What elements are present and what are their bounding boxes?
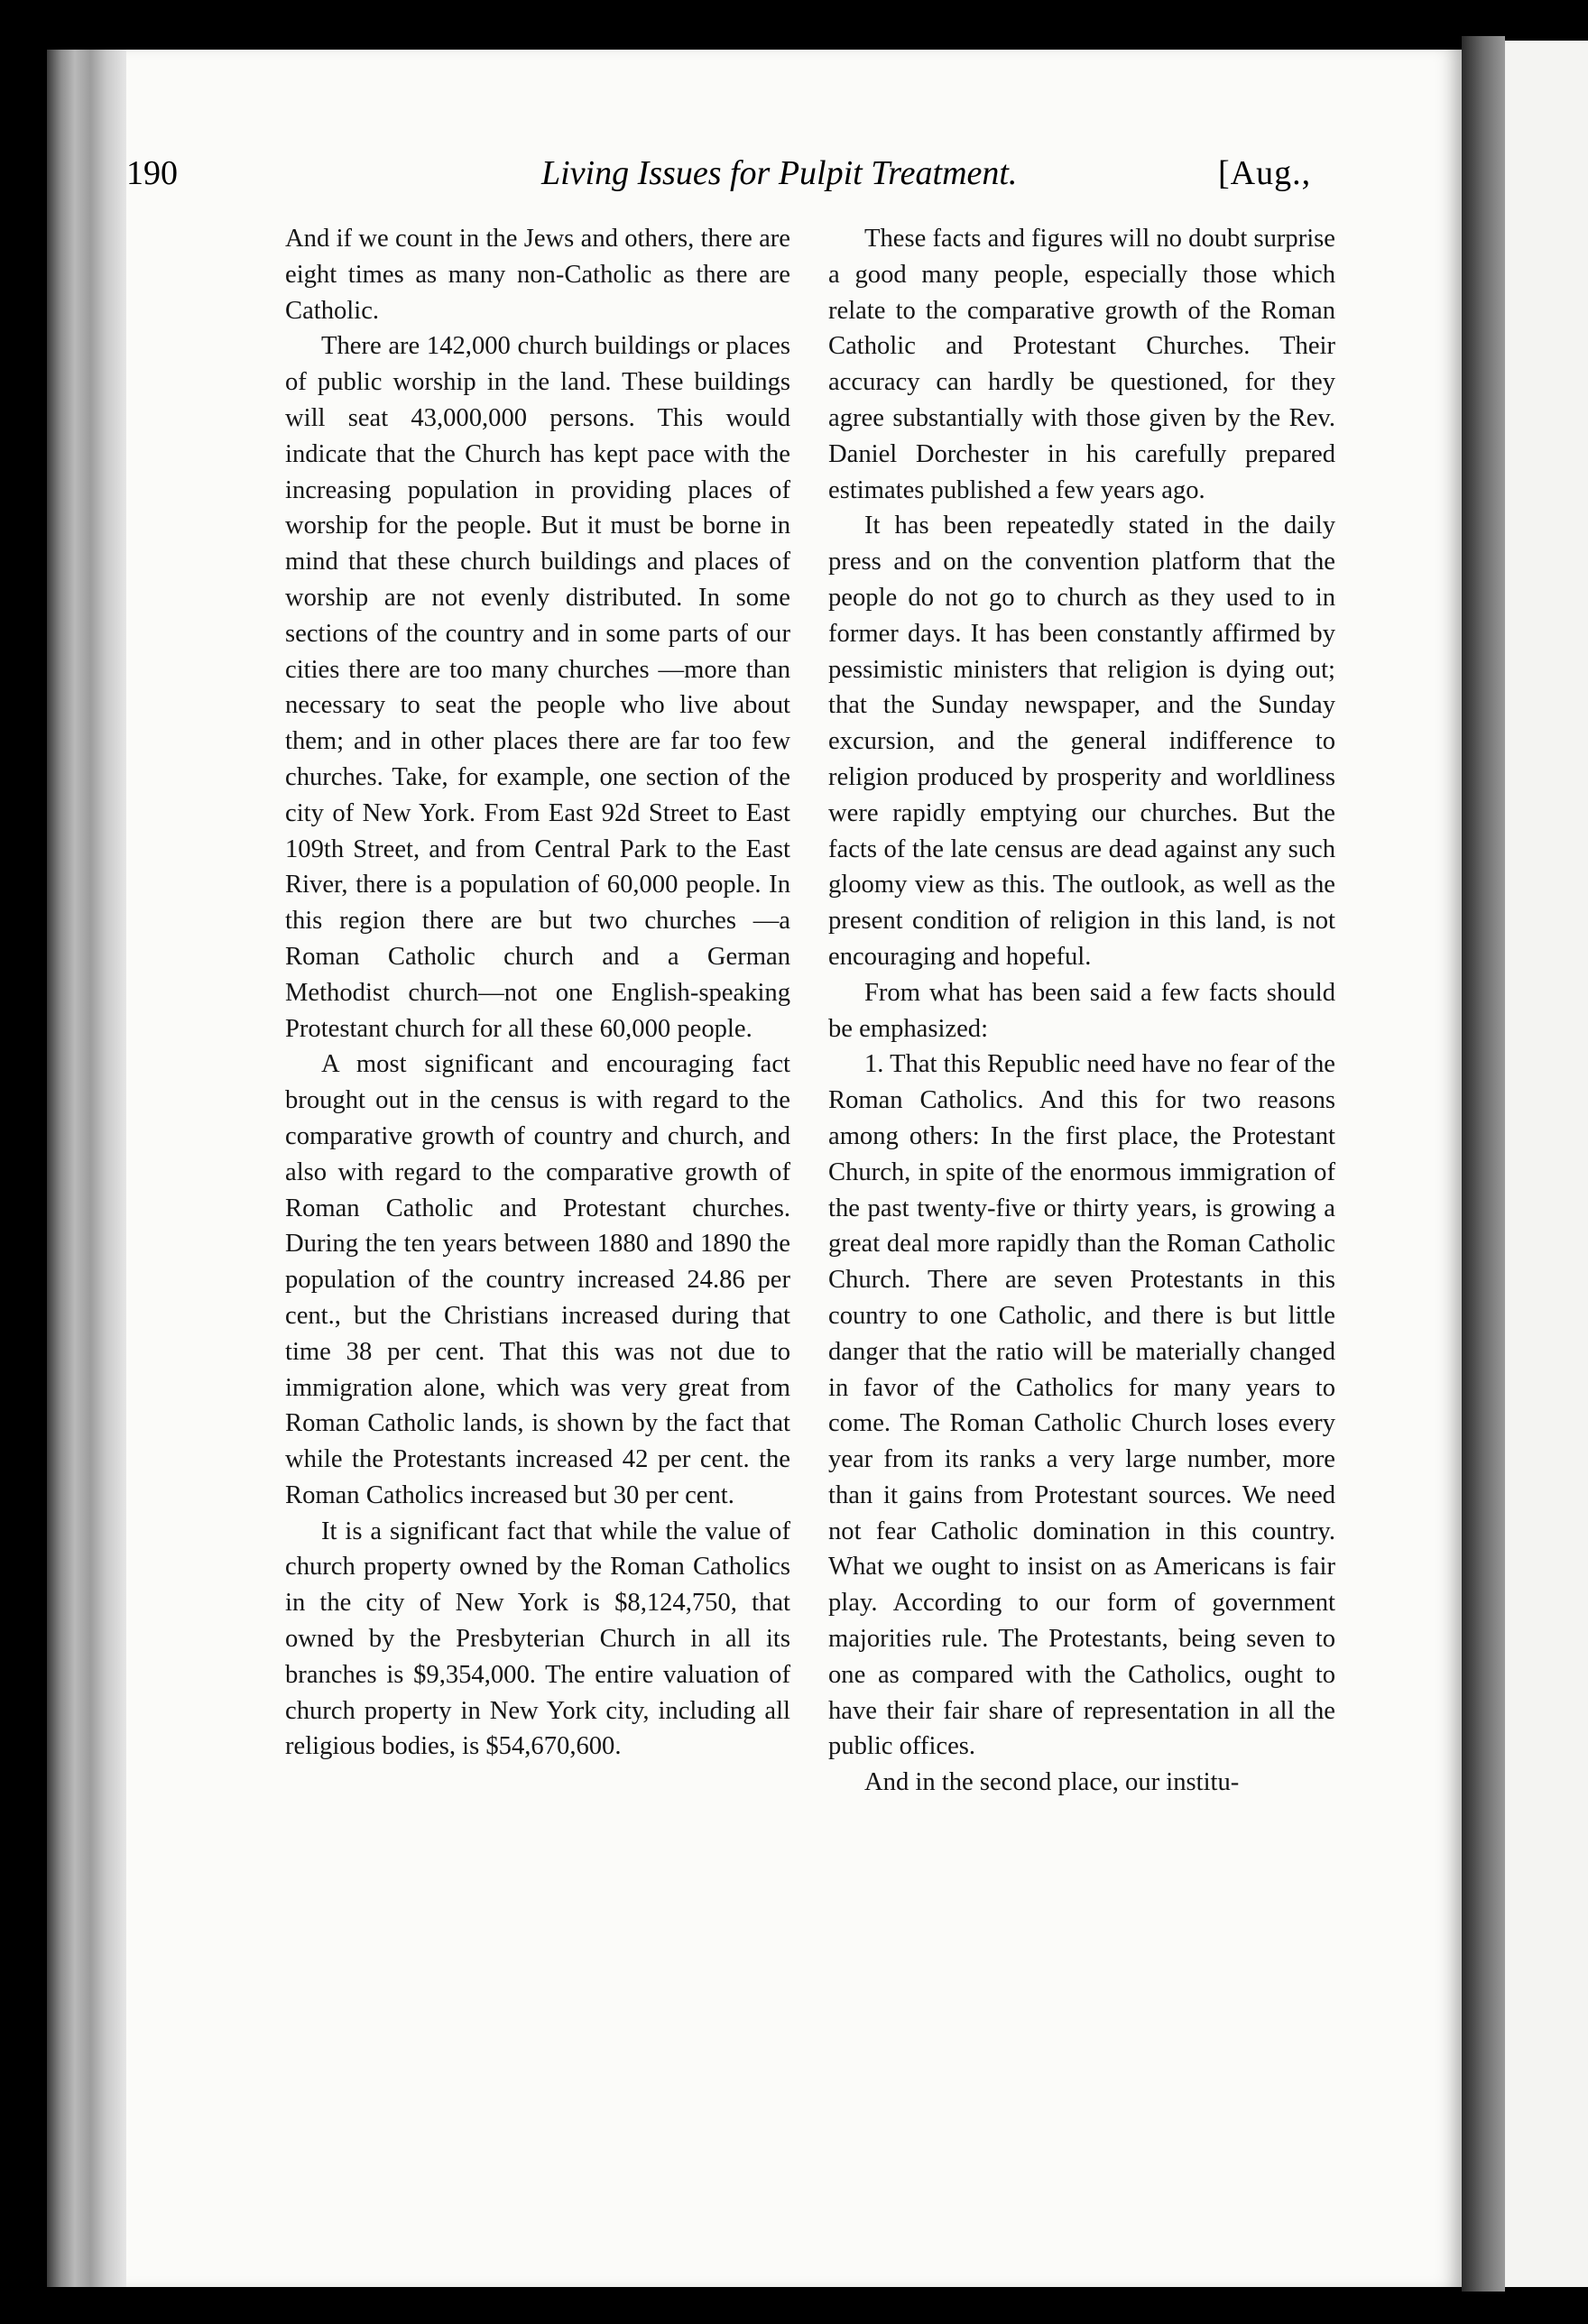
paragraph: These facts and figures will no doubt surprise a good many people, especially those which relate to the comparative growth of the Roman Catholic and Protestant Churches. Their accuracy can hardly be questioned, for they agree substantially with those given by the Rev. Daniel Dorchester in his carefully prepared estimates published a few years ago. xyxy=(828,225,1335,504)
section-mark: [Aug., xyxy=(1218,154,1312,192)
page-number: 190 xyxy=(126,154,178,192)
paragraph: And in the second place, our institu- xyxy=(864,1768,1240,1797)
paragraph: It has been repeatedly stated in the daily press and on the convention platform that the people do not go to church as they used to in former days. It has been constantly affirmed by pessimistic ministers that religion is dying out; that the Sunday newspaper, and the Sunday excursion, and the general indifference to religion produced by prosperity and worldliness were rapidly emptying our churches. But the facts of the late census are dead against any such gloomy view as this. The outlook, as well as the present condition of religion in this land, is not encouraging and hopeful. xyxy=(828,512,1335,971)
page-gutter xyxy=(1462,36,1505,2292)
paragraph: It is a significant fact that while the value of church property owned by the Roman Catholics in the city of New York is $8,124,750, that owned by the Presbyterian Church in all its branches is $9,354,000. The entire valuation of church property in New York city, including all religious bodies, is $54,670,600. xyxy=(285,1517,790,1761)
paragraph: And if we count in the Jews and others, there are eight times as many non-Catholic as there are Catholic. xyxy=(285,225,790,325)
right-column xyxy=(828,221,1335,1801)
paragraph: 1. That this Republic need have no fear of the Roman Catholics. And this for two reasons among others: In the first place, the Protestant Church, in spite of the enormous immigration of the past twenty-five or thirty years, is growing a great deal more rapidly than the Roman Catholic Church. There are seven Protestants in this country to one Catholic, and there is but little danger that the ratio will be materially changed in favor of the Catholics for many years to come. The Roman Catholic Church loses every year from its ranks a very large number, more than it gains from Protestant sources. We need not fear Catholic domination in this country. What we ought to insist on as Americans is fair play. According to our form of government majorities rule. The Protestants, being seven to one as compared with the Catholics, ought to have their fair share of representation in all the public offices. xyxy=(828,1050,1335,1761)
paragraph: A most significant and encouraging fact brought out in the census is with regard to the comparative growth of country and church, and also with regard to the comparative growth of Roman Catholic and Protestant churches. During the ten years between 1880 and 1890 the population of the country increased 24.86 per cent., but the Christians increased during that time 38 per cent. That this was not due to immigration alone, which was very great from Roman Catholic lands, is shown by the fact that while the Protestants increased 42 per cent. the Roman Catholics increased but 30 per cent. xyxy=(285,1050,790,1509)
book-edge xyxy=(47,50,126,2287)
facing-page-edge xyxy=(1505,41,1588,2287)
paragraph: There are 142,000 church buildings or places of public worship in the land. These buildings will seat 43,000,000 persons. This would indicate that the Church has kept pace with the increasing population in providing places of worship for the people. But it must be borne in mind that these church buildings and places of worship are not evenly distributed. In some sections of the country and in some parts of our cities there are too many churches —more than necessary to seat the people who live about them; and in other places there are far too few churches. Take, for example, one section of the city of New York. From East 92d Street to East 109th Street, and from Central Park to the East River, there is a population of 60,000 people. In this region there are but two churches —a Roman Catholic church and a German Methodist church—not one English-speaking Protestant church for all these 60,000 people. xyxy=(285,332,790,1043)
left-column xyxy=(285,221,790,1765)
paragraph: From what has been said a few facts should be emphasized: xyxy=(828,978,1335,1043)
running-title: Living Issues for Pulpit Treatment. xyxy=(541,154,1018,192)
